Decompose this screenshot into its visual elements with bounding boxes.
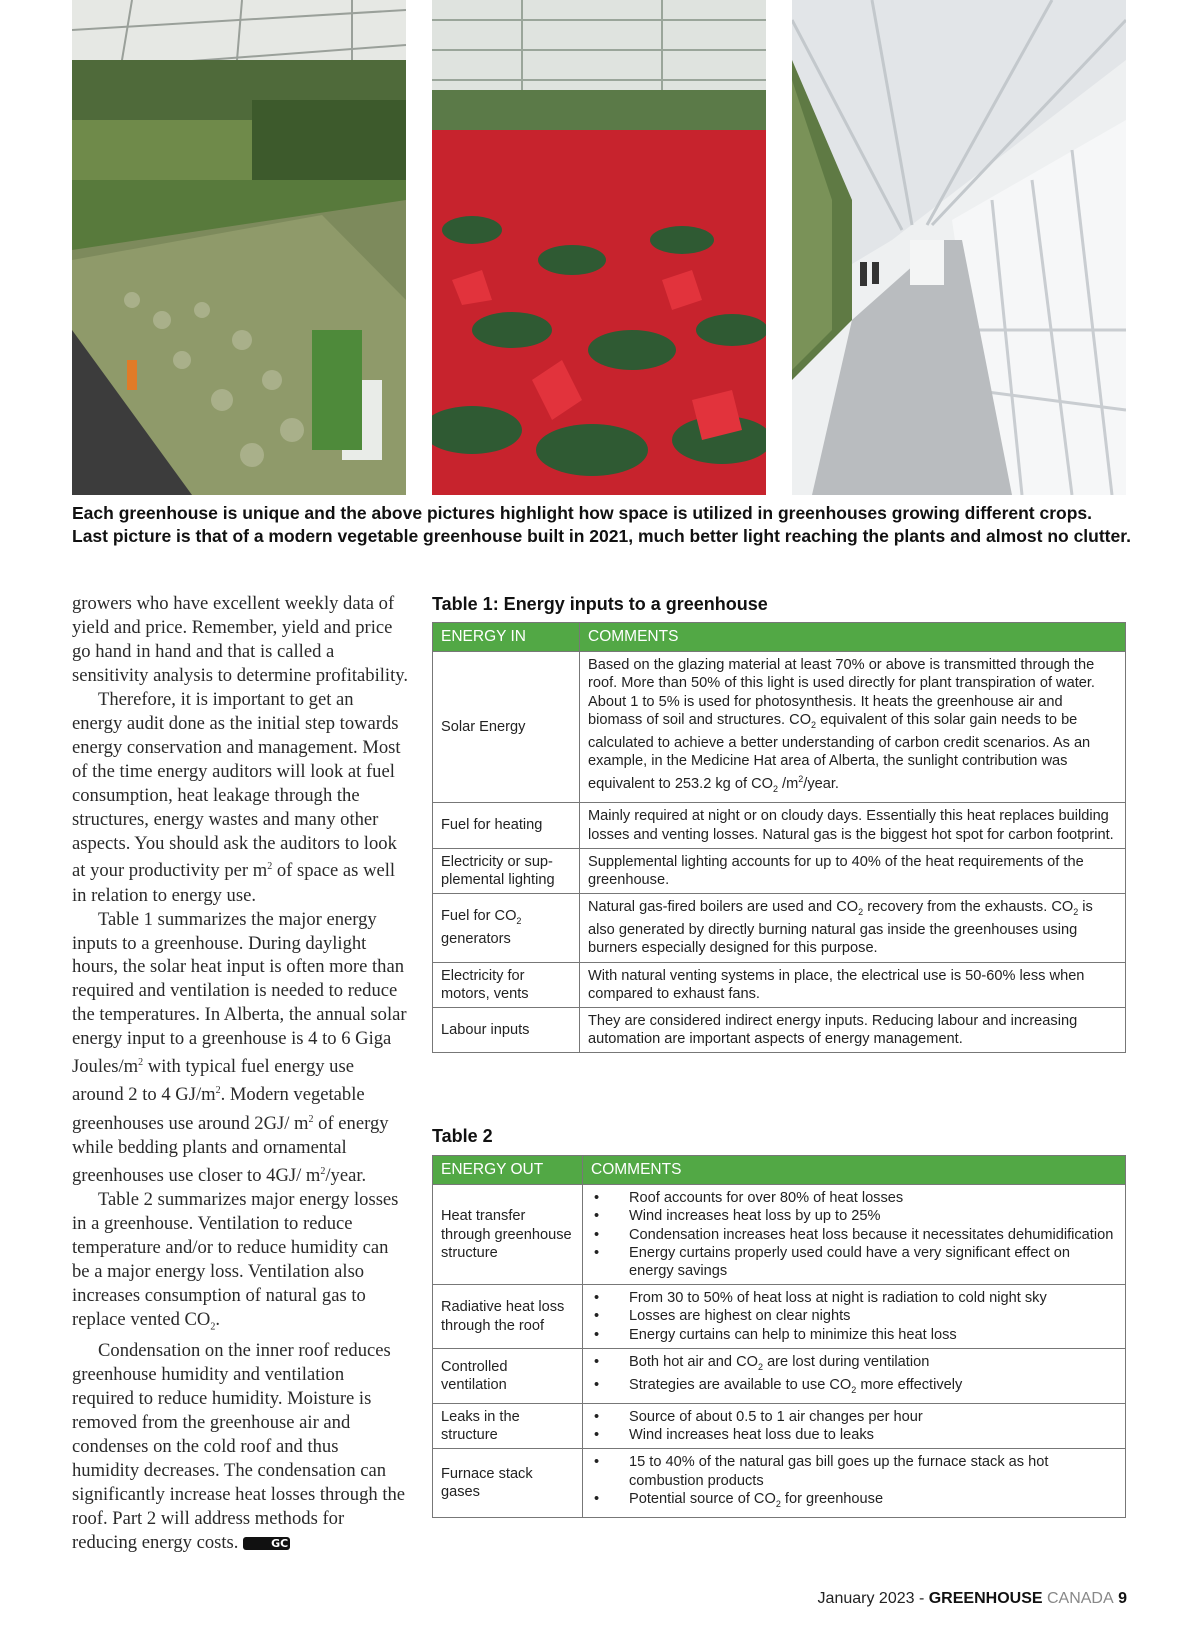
table2-title: Table 2	[432, 1126, 493, 1146]
list-item: • Wind increases heat loss due to leaks	[591, 1426, 1117, 1444]
table-row	[433, 1008, 1126, 1053]
paragraph: Condensation on the inner roof reduces greenhouse humidity and ventilation required to reduce humidity. Moisture is removed from the greenhouse air and condenses on the cold roof and thus humidity decreases. The condensation can significantly increase heat losses through the roof. Part 2 will address methods for reducing energy costs. GC	[72, 1340, 406, 1553]
row-comment: Natural gas-fired boilers are used and $CO_2$ recovery from the exhausts. $CO_2$ is also generated by directly burning natural gas inside the greenhouses using burners especially designed for this purpose.	[580, 894, 1126, 963]
paragraph: Therefore, it is important to get an energy audit done as the initial step towards energy conservation and management. Most of the time energy auditors will look at fuel consumption, heat leakage through the structures, energy wastes and many other aspects. You should ask the auditors to look at your productivity per $m^2$ of space as well in relation to energy use.	[72, 688, 401, 906]
table-header-row	[433, 623, 1126, 652]
issue-date: January 2023 -	[817, 1590, 929, 1607]
row-comment	[583, 1185, 1126, 1285]
end-of-article-icon: GC	[243, 1537, 290, 1550]
list-item: • Condensation increases heat loss because it necessitates dehumidification	[591, 1226, 1117, 1244]
table-row	[433, 803, 1126, 848]
list-item: • Losses are highest on clear nights	[591, 1307, 1117, 1325]
row-comment	[583, 1404, 1126, 1449]
table-row	[433, 1449, 1126, 1518]
row-comment: Based on the glazing material at least 70% or above is transmitted through the roof. More than 50% of this light is used directly for plant transpiration of water. About 1 to 5% is used for photosynthesis. It heats the greenhouse air and biomass of soil and structures. $CO_2$ equivalent of this solar gain needs to be calculated to achieve a better understanding of carbon credit scenarios. As an example, in the Medicine Hat area of Alberta, the sunlight contribution was equivalent to 253.2 kg of $CO_2$ $/m^2$/year.	[580, 652, 1126, 803]
list-item: • Energy curtains properly used could have a very significant effect on energy savings	[591, 1244, 1117, 1280]
row-label: Fuel for $CO_2$ generators	[433, 894, 580, 963]
row-label: Labour inputs	[433, 1008, 580, 1053]
row-comment: With natural venting systems in place, the electrical use is 50-60% less when compared to exhaust fans.	[580, 962, 1126, 1007]
table-row	[433, 962, 1126, 1007]
table-row	[433, 1404, 1126, 1449]
paragraph: Table 2 summarizes major energy losses in a greenhouse. Ventilation to reduce temperature and/or to reduce humidity can be a major energy loss. Ventilation also increases consumption of natural gas to replace vented $CO_2$.	[72, 1188, 399, 1333]
row-comment	[583, 1348, 1126, 1403]
photo-vegetable-greenhouse-corridor	[792, 0, 1126, 495]
row-comment: Mainly required at night or on cloudy days. Essentially this heat replaces building losses and venting losses. Natural gas is the biggest hot spot for carbon footprint.	[580, 803, 1126, 848]
photo-poinsettia-greenhouse	[432, 0, 766, 495]
row-label: Radiative heat loss through the roof	[433, 1285, 583, 1349]
table-row	[433, 894, 1126, 963]
row-label: Leaks in the structure	[433, 1404, 583, 1449]
list-item: • Potential source of $CO_2$ for greenhouse	[591, 1490, 1117, 1513]
row-comment: They are considered indirect energy inputs. Reducing labour and increasing automation are important aspects of energy management.	[580, 1008, 1126, 1053]
row-label: Electricity for motors, vents	[433, 962, 580, 1007]
paragraph: Table 1 summarizes the major energy inputs to a greenhouse. During daylight hours, the solar heat input is often more than required and ventilation is needed to reduce the temperatures. In Alberta, the annual solar energy input to a greenhouse is 4 to 6 Giga Joules/$m^2$ with typical fuel energy use around 2 to 4 $GJ/m^2$. Modern vegetable greenhouses use around 2GJ/ $m^2$ of energy while bedding plants and ornamental greenhouses use closer to 4GJ/ $m^2$/year.	[72, 908, 407, 1186]
energy-losses-table	[432, 1155, 1126, 1518]
table1-title: Table 1: Energy inputs to a greenhouse	[432, 594, 768, 614]
row-comment: Supplemental lighting accounts for up to 40% of the heat requirements of the greenhouse.	[580, 848, 1126, 893]
magazine-name-suffix: CANADA	[1042, 1590, 1114, 1607]
column-header: COMMENTS	[580, 623, 1126, 652]
row-comment	[583, 1285, 1126, 1349]
column-header: ENERGY IN	[433, 623, 580, 652]
column-header: COMMENTS	[583, 1156, 1126, 1185]
list-item: • From 30 to 50% of heat loss at night is radiation to cold night sky	[591, 1289, 1117, 1307]
list-item: • Energy curtains can help to minimize this heat loss	[591, 1326, 1117, 1344]
paragraph: growers who have excellent weekly data of yield and price. Remember, yield and price go hand in hand and that is called a sensitivity analysis to determine profitability.	[72, 593, 409, 686]
list-item: • Source of about 0.5 to 1 air changes per hour	[591, 1408, 1117, 1426]
table-row	[433, 1185, 1126, 1285]
list-item: • Wind increases heat loss by up to 25%	[591, 1207, 1117, 1225]
table-header-row	[433, 1156, 1126, 1185]
photo-cactus-greenhouse	[72, 0, 406, 495]
row-label: Heat transfer through greenhouse structure	[433, 1185, 583, 1285]
row-label: Fuel for heating	[433, 803, 580, 848]
page-footer	[818, 1590, 1127, 1608]
table-row	[433, 1348, 1126, 1403]
row-label: Furnace stack gases	[433, 1449, 583, 1518]
row-label: Electricity or sup-plemental lighting	[433, 848, 580, 893]
energy-inputs-table	[432, 622, 1126, 1053]
row-label: Solar Energy	[433, 652, 580, 803]
list-item: • Roof accounts for over 80% of heat losses	[591, 1189, 1117, 1207]
photo-caption: Each greenhouse is unique and the above pictures highlight how space is utilized in greenhouses growing different crops. Last picture is that of a modern vegetable greenhouse built in 2021, much better light reaching the plants and almost no clutter.	[72, 503, 1131, 546]
magazine-name: GREENHOUSE	[928, 1590, 1043, 1607]
article-body	[72, 592, 408, 1555]
list-item: • Both hot air and $CO_2$ are lost during ventilation	[591, 1353, 1117, 1376]
row-label: Controlled ventilation	[433, 1348, 583, 1403]
table-row	[433, 1285, 1126, 1349]
list-item: • Strategies are available to use $CO_2$ more effectively	[591, 1376, 1117, 1399]
column-header: ENERGY OUT	[433, 1156, 583, 1185]
row-comment	[583, 1449, 1126, 1518]
list-item: • 15 to 40% of the natural gas bill goes up the furnace stack as hot combustion products	[591, 1453, 1117, 1489]
table-row	[433, 848, 1126, 893]
page-number: 9	[1113, 1590, 1127, 1607]
table-row	[433, 652, 1126, 803]
